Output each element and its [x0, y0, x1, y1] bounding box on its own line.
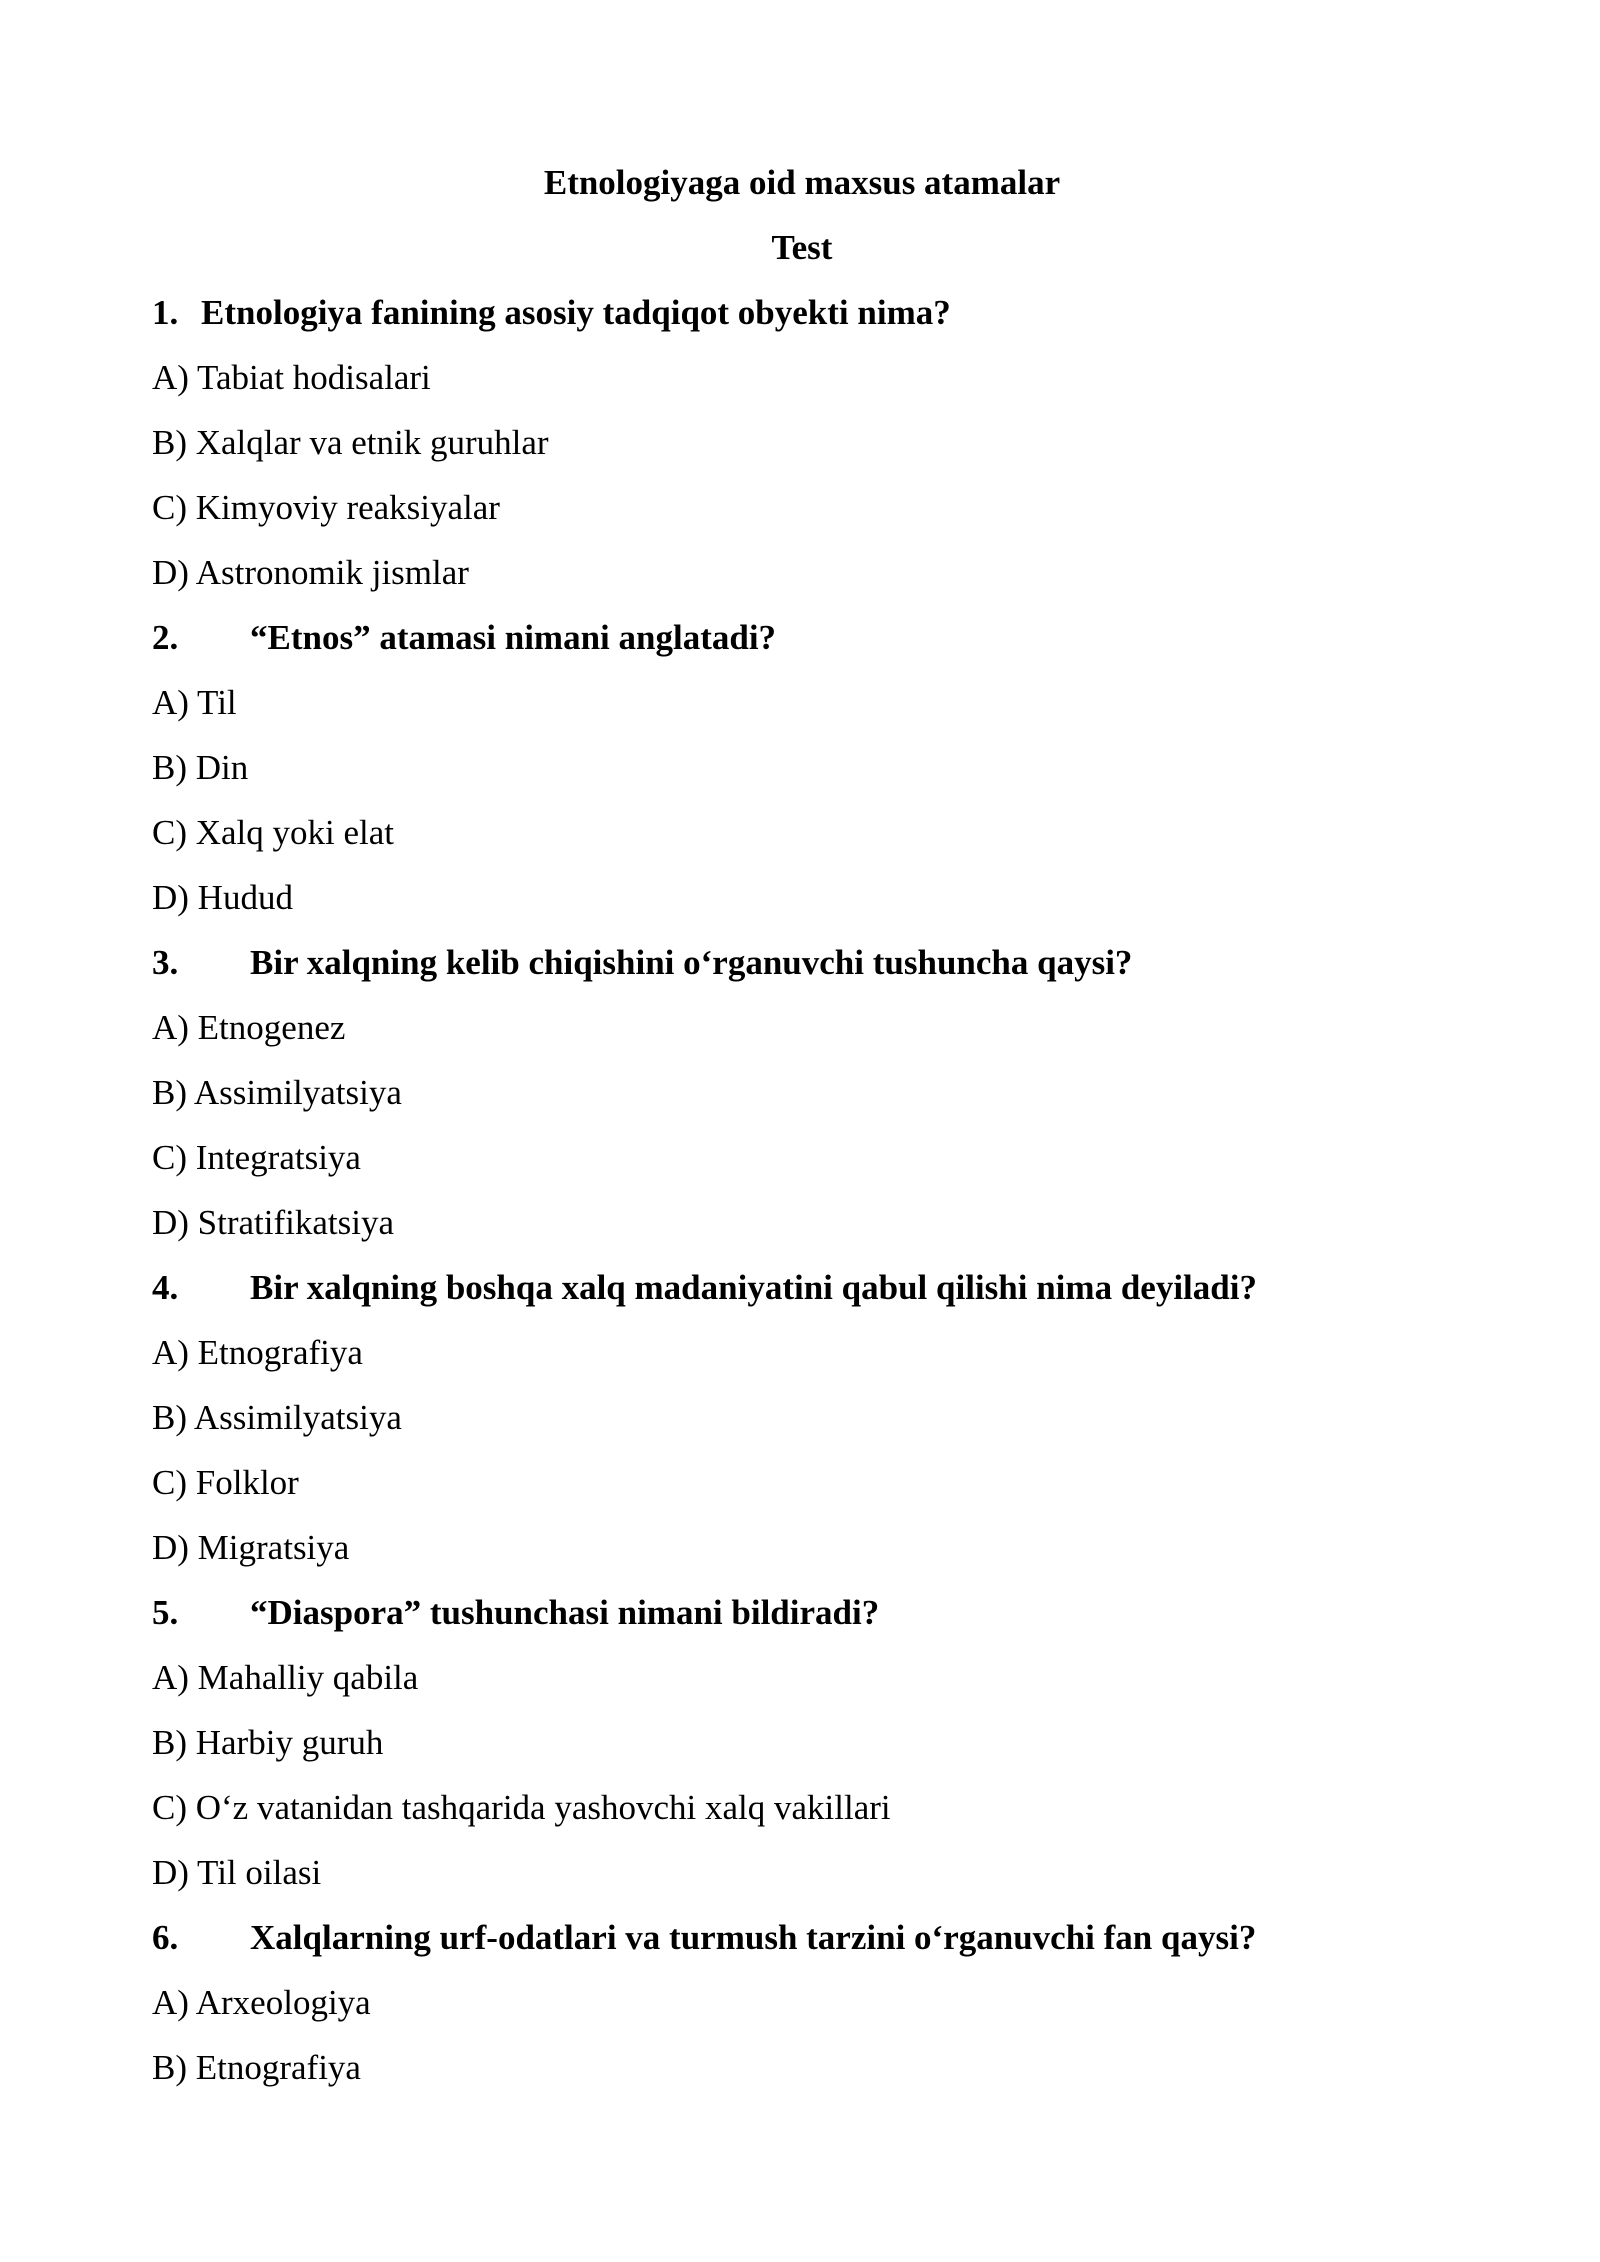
answer-option: D) Migratsiya [152, 1528, 350, 1567]
question-number: 5. [152, 1593, 179, 1632]
answer-option: C) Integratsiya [152, 1138, 361, 1177]
document-subtitle: Test [771, 228, 833, 267]
question-number: 2. [152, 618, 179, 657]
answer-option: D) Til oilasi [152, 1853, 322, 1892]
answer-option: A) Etnogenez [152, 1008, 346, 1047]
question-text: Bir xalqning kelib chiqishini o‘rganuvchi tushuncha qaysi? [250, 943, 1133, 982]
question-heading [152, 605, 1452, 670]
question-heading [152, 930, 1452, 995]
answer-option: D) Astronomik jismlar [152, 553, 469, 592]
question-heading [152, 1580, 1452, 1645]
question-number: 4. [152, 1268, 179, 1307]
document-content [152, 150, 1452, 2100]
answer-option: C) O‘z vatanidan tashqarida yashovchi xalq vakillari [152, 1788, 891, 1827]
answer-option: A) Arxeologiya [152, 1983, 371, 2022]
answer-option: B) Etnografiya [152, 2048, 361, 2087]
question-heading [152, 1255, 1452, 1320]
answer-option: A) Etnografiya [152, 1333, 363, 1372]
answer-option: B) Xalqlar va etnik guruhlar [152, 423, 549, 462]
answer-option: B) Harbiy guruh [152, 1723, 384, 1762]
question-number: 3. [152, 943, 179, 982]
question-text: Etnologiya fanining asosiy tadqiqot obyekti nima? [201, 293, 951, 332]
answer-option: A) Tabiat hodisalari [152, 358, 431, 397]
answer-option: C) Xalq yoki elat [152, 813, 395, 852]
document-title: Etnologiyaga oid maxsus atamalar [543, 163, 1061, 202]
answer-option: C) Folklor [152, 1463, 299, 1502]
question-text: Bir xalqning boshqa xalq madaniyatini qabul qilishi nima deyiladi? [250, 1268, 1257, 1307]
question-number: 1. [152, 293, 179, 332]
answer-option: B) Assimilyatsiya [152, 1398, 402, 1437]
question-text: “Diaspora” tushunchasi nimani bildiradi? [250, 1593, 880, 1632]
question-heading [152, 280, 1452, 345]
answer-option: D) Hudud [152, 878, 293, 917]
answer-option: C) Kimyoviy reaksiyalar [152, 488, 500, 527]
question-text: Xalqlarning urf-odatlari va turmush tarzini o‘rganuvchi fan qaysi? [250, 1918, 1257, 1957]
answer-option: B) Assimilyatsiya [152, 1073, 402, 1112]
answer-option: A) Til [152, 683, 237, 722]
answer-option: A) Mahalliy qabila [152, 1658, 419, 1697]
question-text: “Etnos” atamasi nimani anglatadi? [250, 618, 777, 657]
question-heading [152, 1905, 1452, 1970]
question-number: 6. [152, 1918, 179, 1957]
answer-option: D) Stratifikatsiya [152, 1203, 395, 1242]
answer-option: B) Din [152, 748, 249, 787]
